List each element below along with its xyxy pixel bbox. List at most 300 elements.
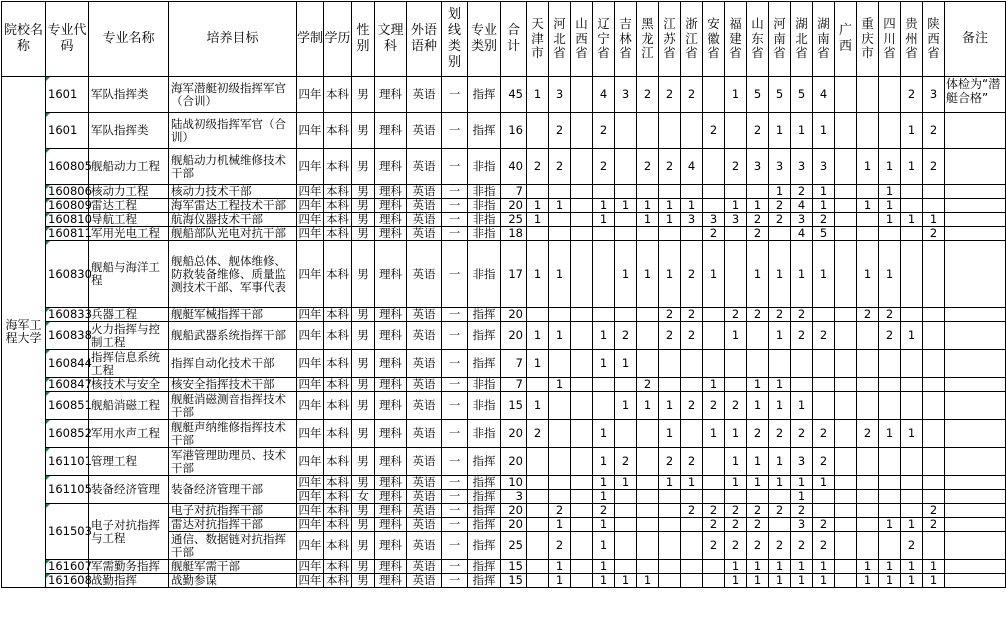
province-quota-cell: 2 <box>681 322 703 350</box>
province-quota-cell: 1 <box>791 113 813 149</box>
cutoff-category-cell: 一 <box>442 518 468 532</box>
language-cell: 英语 <box>407 213 442 227</box>
province-quota-cell <box>659 504 681 518</box>
track-cell: 理科 <box>375 77 407 113</box>
province-quota-cell: 2 <box>659 149 681 185</box>
duration-cell: 四年 <box>297 448 324 476</box>
province-quota-cell <box>615 378 637 392</box>
remark-cell <box>945 476 1006 490</box>
duration-cell: 四年 <box>297 420 324 448</box>
track-cell: 理科 <box>375 420 407 448</box>
column-header: 广西 <box>835 2 857 77</box>
major-code-cell: 1601 <box>46 113 89 149</box>
province-quota-cell <box>659 560 681 574</box>
province-quota-cell <box>549 476 571 490</box>
cutoff-category-cell: 一 <box>442 77 468 113</box>
province-quota-cell: 2 <box>659 77 681 113</box>
duration-cell: 四年 <box>297 241 324 308</box>
province-quota-cell <box>725 378 747 392</box>
province-quota-cell <box>571 378 593 392</box>
major-category-cell: 非指 <box>468 185 501 199</box>
province-quota-cell: 1 <box>527 199 549 213</box>
province-quota-cell: 3 <box>813 149 835 185</box>
province-quota-cell <box>857 448 879 476</box>
province-quota-cell: 2 <box>681 77 703 113</box>
degree-cell: 本科 <box>324 77 352 113</box>
province-quota-cell: 2 <box>879 322 901 350</box>
total-cell: 16 <box>501 113 527 149</box>
province-quota-cell <box>703 322 725 350</box>
province-quota-cell: 2 <box>769 532 791 560</box>
column-header: 专业名称 <box>89 2 169 77</box>
column-header: 专业类别 <box>468 2 501 77</box>
gender-cell: 男 <box>352 560 375 574</box>
cutoff-category-cell: 一 <box>442 420 468 448</box>
province-quota-cell <box>923 350 945 378</box>
remark-cell <box>945 420 1006 448</box>
province-quota-cell <box>857 532 879 560</box>
province-quota-cell: 2 <box>923 227 945 241</box>
province-quota-cell <box>637 560 659 574</box>
province-quota-cell: 1 <box>901 322 923 350</box>
province-quota-cell: 2 <box>593 113 615 149</box>
province-quota-cell <box>527 378 549 392</box>
province-quota-cell <box>637 113 659 149</box>
province-quota-cell <box>571 350 593 378</box>
province-quota-cell: 2 <box>637 378 659 392</box>
province-quota-cell <box>879 504 901 518</box>
province-quota-cell: 1 <box>615 350 637 378</box>
major-code-cell: 1601 <box>46 77 89 113</box>
gender-cell: 男 <box>352 185 375 199</box>
province-quota-cell <box>527 227 549 241</box>
province-quota-cell <box>901 199 923 213</box>
province-quota-cell: 3 <box>615 77 637 113</box>
province-quota-cell: 2 <box>681 308 703 322</box>
training-goal-cell: 海军雷达工程技术干部 <box>169 199 297 213</box>
province-quota-cell: 1 <box>725 560 747 574</box>
table-row <box>2 560 1006 574</box>
province-quota-cell <box>813 490 835 504</box>
degree-cell: 本科 <box>324 574 352 588</box>
province-quota-cell <box>747 322 769 350</box>
province-quota-cell: 1 <box>593 448 615 476</box>
remark-cell <box>945 504 1006 518</box>
province-quota-cell: 1 <box>813 241 835 308</box>
training-goal-cell: 军港管理助理员、技术干部 <box>169 448 297 476</box>
duration-cell: 四年 <box>297 532 324 560</box>
province-quota-cell <box>813 378 835 392</box>
province-quota-cell <box>835 308 857 322</box>
province-quota-cell: 1 <box>527 77 549 113</box>
degree-cell: 本科 <box>324 448 352 476</box>
province-quota-cell <box>901 241 923 308</box>
province-quota-cell <box>879 476 901 490</box>
province-quota-cell: 1 <box>769 560 791 574</box>
province-quota-cell: 1 <box>747 241 769 308</box>
province-quota-cell: 2 <box>791 420 813 448</box>
duration-cell: 四年 <box>297 77 324 113</box>
major-name-cell: 军需勤务指挥 <box>89 560 169 574</box>
province-quota-cell: 2 <box>725 392 747 420</box>
province-quota-cell <box>549 490 571 504</box>
province-quota-cell <box>835 213 857 227</box>
province-quota-cell: 2 <box>659 308 681 322</box>
province-quota-cell <box>923 185 945 199</box>
training-goal-cell: 核动力技术干部 <box>169 185 297 199</box>
province-quota-cell: 2 <box>747 113 769 149</box>
degree-cell: 本科 <box>324 227 352 241</box>
table-row <box>2 149 1006 185</box>
duration-cell: 四年 <box>297 350 324 378</box>
duration-cell: 四年 <box>297 392 324 420</box>
province-quota-cell: 1 <box>659 392 681 420</box>
province-quota-cell <box>659 350 681 378</box>
remark-cell <box>945 560 1006 574</box>
degree-cell: 本科 <box>324 350 352 378</box>
language-cell: 英语 <box>407 532 442 560</box>
province-quota-cell: 1 <box>703 241 725 308</box>
province-quota-cell <box>593 227 615 241</box>
province-quota-cell: 1 <box>725 77 747 113</box>
province-quota-cell <box>571 504 593 518</box>
province-quota-cell: 1 <box>857 241 879 308</box>
province-quota-cell: 1 <box>637 241 659 308</box>
major-category-cell: 非指 <box>468 227 501 241</box>
province-quota-cell <box>615 518 637 532</box>
major-category-cell: 指挥 <box>468 476 501 490</box>
training-goal-cell: 海军潜艇初级指挥军官（合训） <box>169 77 297 113</box>
province-quota-cell: 4 <box>791 199 813 213</box>
province-quota-cell <box>725 241 747 308</box>
province-quota-cell <box>835 350 857 378</box>
province-quota-cell <box>725 490 747 504</box>
track-cell: 理科 <box>375 199 407 213</box>
total-cell: 40 <box>501 149 527 185</box>
province-quota-cell: 2 <box>725 308 747 322</box>
province-quota-cell: 2 <box>813 532 835 560</box>
province-quota-cell <box>769 518 791 532</box>
cutoff-category-cell: 一 <box>442 199 468 213</box>
province-quota-cell: 2 <box>813 448 835 476</box>
total-cell: 3 <box>501 490 527 504</box>
province-quota-cell: 2 <box>703 113 725 149</box>
table-row <box>2 448 1006 476</box>
province-quota-cell: 1 <box>681 199 703 213</box>
province-quota-cell: 2 <box>813 518 835 532</box>
gender-cell: 男 <box>352 532 375 560</box>
province-quota-cell: 2 <box>615 322 637 350</box>
province-quota-cell: 1 <box>725 322 747 350</box>
province-quota-cell: 1 <box>879 185 901 199</box>
province-quota-cell <box>527 532 549 560</box>
language-cell: 英语 <box>407 574 442 588</box>
province-quota-cell <box>571 185 593 199</box>
province-quota-cell <box>681 490 703 504</box>
province-quota-cell: 1 <box>747 476 769 490</box>
column-header: 贵州省 <box>901 2 923 77</box>
province-quota-cell <box>593 378 615 392</box>
remark-cell <box>945 308 1006 322</box>
province-quota-cell: 5 <box>791 77 813 113</box>
province-quota-cell: 3 <box>769 149 791 185</box>
cutoff-category-cell: 一 <box>442 560 468 574</box>
track-cell: 理科 <box>375 149 407 185</box>
province-quota-cell <box>571 241 593 308</box>
province-quota-cell <box>725 227 747 241</box>
province-quota-cell: 2 <box>879 308 901 322</box>
province-quota-cell: 1 <box>923 574 945 588</box>
major-code-cell: 160844 <box>46 350 89 378</box>
province-quota-cell: 1 <box>659 241 681 308</box>
table-row <box>2 322 1006 350</box>
duration-cell: 四年 <box>298 503 322 517</box>
track-cell: 理科 <box>375 113 407 149</box>
total-cell: 20 <box>501 448 527 476</box>
province-quota-cell <box>703 77 725 113</box>
province-quota-cell: 2 <box>681 504 703 518</box>
language-cell: 英语 <box>407 227 442 241</box>
province-quota-cell: 2 <box>923 504 945 518</box>
major-category-cell: 指挥 <box>468 77 501 113</box>
province-quota-cell: 1 <box>593 199 615 213</box>
province-quota-cell: 1 <box>879 518 901 532</box>
province-quota-cell: 1 <box>879 574 901 588</box>
province-quota-cell: 3 <box>791 448 813 476</box>
duration-cell: 四年 <box>298 573 322 587</box>
major-category-cell: 非指 <box>468 199 501 213</box>
province-quota-cell: 3 <box>747 149 769 185</box>
column-header: 福建省 <box>725 2 747 77</box>
province-quota-cell <box>637 448 659 476</box>
province-quota-cell: 1 <box>593 532 615 560</box>
province-quota-cell: 2 <box>593 149 615 185</box>
province-quota-cell <box>703 185 725 199</box>
gender-cell: 男 <box>352 420 375 448</box>
province-quota-cell: 1 <box>615 574 637 588</box>
province-quota-cell <box>549 392 571 420</box>
major-code-cell: 161503 <box>46 504 89 560</box>
province-quota-cell <box>769 350 791 378</box>
major-category-cell: 指挥 <box>468 322 501 350</box>
province-quota-cell: 2 <box>901 77 923 113</box>
column-header: 专业代码 <box>46 2 89 77</box>
province-quota-cell <box>923 420 945 448</box>
province-quota-cell <box>835 448 857 476</box>
province-quota-cell: 1 <box>857 560 879 574</box>
province-quota-cell: 2 <box>747 518 769 532</box>
province-quota-cell <box>637 185 659 199</box>
province-quota-cell: 1 <box>747 560 769 574</box>
province-quota-cell: 1 <box>813 560 835 574</box>
province-quota-cell <box>637 322 659 350</box>
province-quota-cell: 1 <box>791 392 813 420</box>
province-quota-cell: 1 <box>637 213 659 227</box>
track-cell: 理科 <box>375 350 407 378</box>
province-quota-cell: 2 <box>923 149 945 185</box>
province-quota-cell <box>659 378 681 392</box>
province-quota-cell <box>549 448 571 476</box>
major-category-cell: 指挥 <box>468 113 501 149</box>
province-quota-cell <box>615 149 637 185</box>
province-quota-cell <box>549 420 571 448</box>
province-quota-cell: 3 <box>791 213 813 227</box>
province-quota-cell <box>857 185 879 199</box>
province-quota-cell <box>769 227 791 241</box>
language-cell: 英语 <box>407 420 442 448</box>
language-cell: 英语 <box>407 560 442 574</box>
table-row <box>2 185 1006 199</box>
province-quota-cell: 1 <box>725 476 747 490</box>
province-quota-cell <box>835 227 857 241</box>
province-quota-cell <box>857 476 879 490</box>
province-quota-cell: 1 <box>813 199 835 213</box>
column-header: 湖南省 <box>813 2 835 77</box>
province-quota-cell <box>857 378 879 392</box>
column-header: 辽宁省 <box>593 2 615 77</box>
column-header: 河南省 <box>769 2 791 77</box>
province-quota-cell <box>571 518 593 532</box>
province-quota-cell: 1 <box>901 420 923 448</box>
major-category-cell: 指挥 <box>468 350 501 378</box>
province-quota-cell: 2 <box>747 532 769 560</box>
province-quota-cell: 1 <box>791 476 813 490</box>
training-goal-cell: 舰艇声纳维修指挥技术干部 <box>169 420 297 448</box>
province-quota-cell <box>527 448 549 476</box>
province-quota-cell <box>923 378 945 392</box>
province-quota-cell <box>857 490 879 504</box>
province-quota-cell <box>527 504 549 518</box>
language-cell: 英语 <box>407 185 442 199</box>
province-quota-cell: 1 <box>901 560 923 574</box>
language-cell: 英语 <box>407 308 442 322</box>
province-quota-cell <box>923 199 945 213</box>
province-quota-cell: 5 <box>747 77 769 113</box>
province-quota-cell: 5 <box>769 77 791 113</box>
province-quota-cell <box>571 322 593 350</box>
province-quota-cell <box>571 448 593 476</box>
table-row <box>2 504 1006 518</box>
province-quota-cell: 2 <box>923 113 945 149</box>
province-quota-cell: 1 <box>791 574 813 588</box>
total-cell: 20 <box>501 420 527 448</box>
gender-cell: 男 <box>352 448 375 476</box>
language-cell: 英语 <box>407 241 442 308</box>
province-quota-cell <box>879 448 901 476</box>
province-quota-cell <box>637 227 659 241</box>
province-quota-cell <box>923 476 945 490</box>
province-quota-cell <box>681 227 703 241</box>
province-quota-cell <box>813 392 835 420</box>
province-quota-cell: 1 <box>923 213 945 227</box>
province-quota-cell <box>681 574 703 588</box>
province-quota-cell <box>659 532 681 560</box>
province-quota-cell: 2 <box>791 322 813 350</box>
province-quota-cell: 1 <box>813 574 835 588</box>
province-quota-cell: 1 <box>747 448 769 476</box>
province-quota-cell: 1 <box>769 185 791 199</box>
province-quota-cell: 2 <box>769 308 791 322</box>
province-quota-cell <box>681 518 703 532</box>
major-name-cell: 雷达工程 <box>89 199 169 213</box>
province-quota-cell: 1 <box>747 199 769 213</box>
column-header: 湖北省 <box>791 2 813 77</box>
province-quota-cell <box>593 308 615 322</box>
cutoff-category-cell: 一 <box>442 532 468 560</box>
province-quota-cell <box>615 308 637 322</box>
province-quota-cell <box>593 392 615 420</box>
province-quota-cell: 2 <box>769 213 791 227</box>
province-quota-cell <box>615 420 637 448</box>
province-quota-cell <box>901 378 923 392</box>
province-quota-cell <box>593 241 615 308</box>
province-quota-cell <box>571 476 593 490</box>
remark-cell <box>945 113 1006 149</box>
major-code-cell: 160838 <box>46 322 89 350</box>
province-quota-cell <box>857 322 879 350</box>
province-quota-cell <box>835 378 857 392</box>
cutoff-category-cell: 一 <box>442 448 468 476</box>
province-quota-cell: 1 <box>857 199 879 213</box>
cutoff-category-cell: 一 <box>442 213 468 227</box>
gender-cell: 男 <box>352 322 375 350</box>
track-cell: 理科 <box>375 227 407 241</box>
province-quota-cell <box>571 227 593 241</box>
province-quota-cell <box>703 350 725 378</box>
training-goal-cell: 舰船部队光电对抗干部 <box>169 227 297 241</box>
training-goal-cell: 装备经济管理干部 <box>169 476 297 504</box>
province-quota-cell <box>835 241 857 308</box>
province-quota-cell <box>791 378 813 392</box>
gender-cell: 女 <box>352 490 375 504</box>
province-quota-cell <box>615 504 637 518</box>
province-quota-cell <box>879 350 901 378</box>
province-quota-cell: 1 <box>527 392 549 420</box>
cutoff-category-cell: 一 <box>442 476 468 490</box>
province-quota-cell: 1 <box>857 149 879 185</box>
remark-cell <box>945 350 1006 378</box>
province-quota-cell: 2 <box>813 420 835 448</box>
training-goal-cell: 核安全指挥技术干部 <box>169 378 297 392</box>
remark-cell <box>945 185 1006 199</box>
province-quota-cell: 3 <box>923 77 945 113</box>
training-goal-cell: 通信、数据链对抗指挥干部 <box>169 532 297 560</box>
major-category-cell: 指挥 <box>468 308 501 322</box>
province-quota-cell: 1 <box>593 574 615 588</box>
province-quota-cell: 2 <box>725 518 747 532</box>
province-quota-cell: 1 <box>901 518 923 532</box>
province-quota-cell: 2 <box>703 532 725 560</box>
track-cell: 理科 <box>375 213 407 227</box>
province-quota-cell <box>659 185 681 199</box>
duration-cell: 四年 <box>298 307 322 321</box>
province-quota-cell <box>571 308 593 322</box>
province-quota-cell: 1 <box>879 241 901 308</box>
gender-cell: 男 <box>352 241 375 308</box>
province-quota-cell: 1 <box>527 350 549 378</box>
province-quota-cell: 1 <box>791 490 813 504</box>
province-quota-cell <box>879 392 901 420</box>
degree-cell: 本科 <box>324 504 352 518</box>
gender-cell: 男 <box>352 378 375 392</box>
province-quota-cell <box>593 185 615 199</box>
cutoff-category-cell: 一 <box>442 392 468 420</box>
province-quota-cell <box>571 420 593 448</box>
province-quota-cell: 2 <box>681 448 703 476</box>
major-name-cell: 舰船与海洋工程 <box>89 241 169 308</box>
province-quota-cell <box>879 77 901 113</box>
total-cell: 18 <box>501 227 527 241</box>
